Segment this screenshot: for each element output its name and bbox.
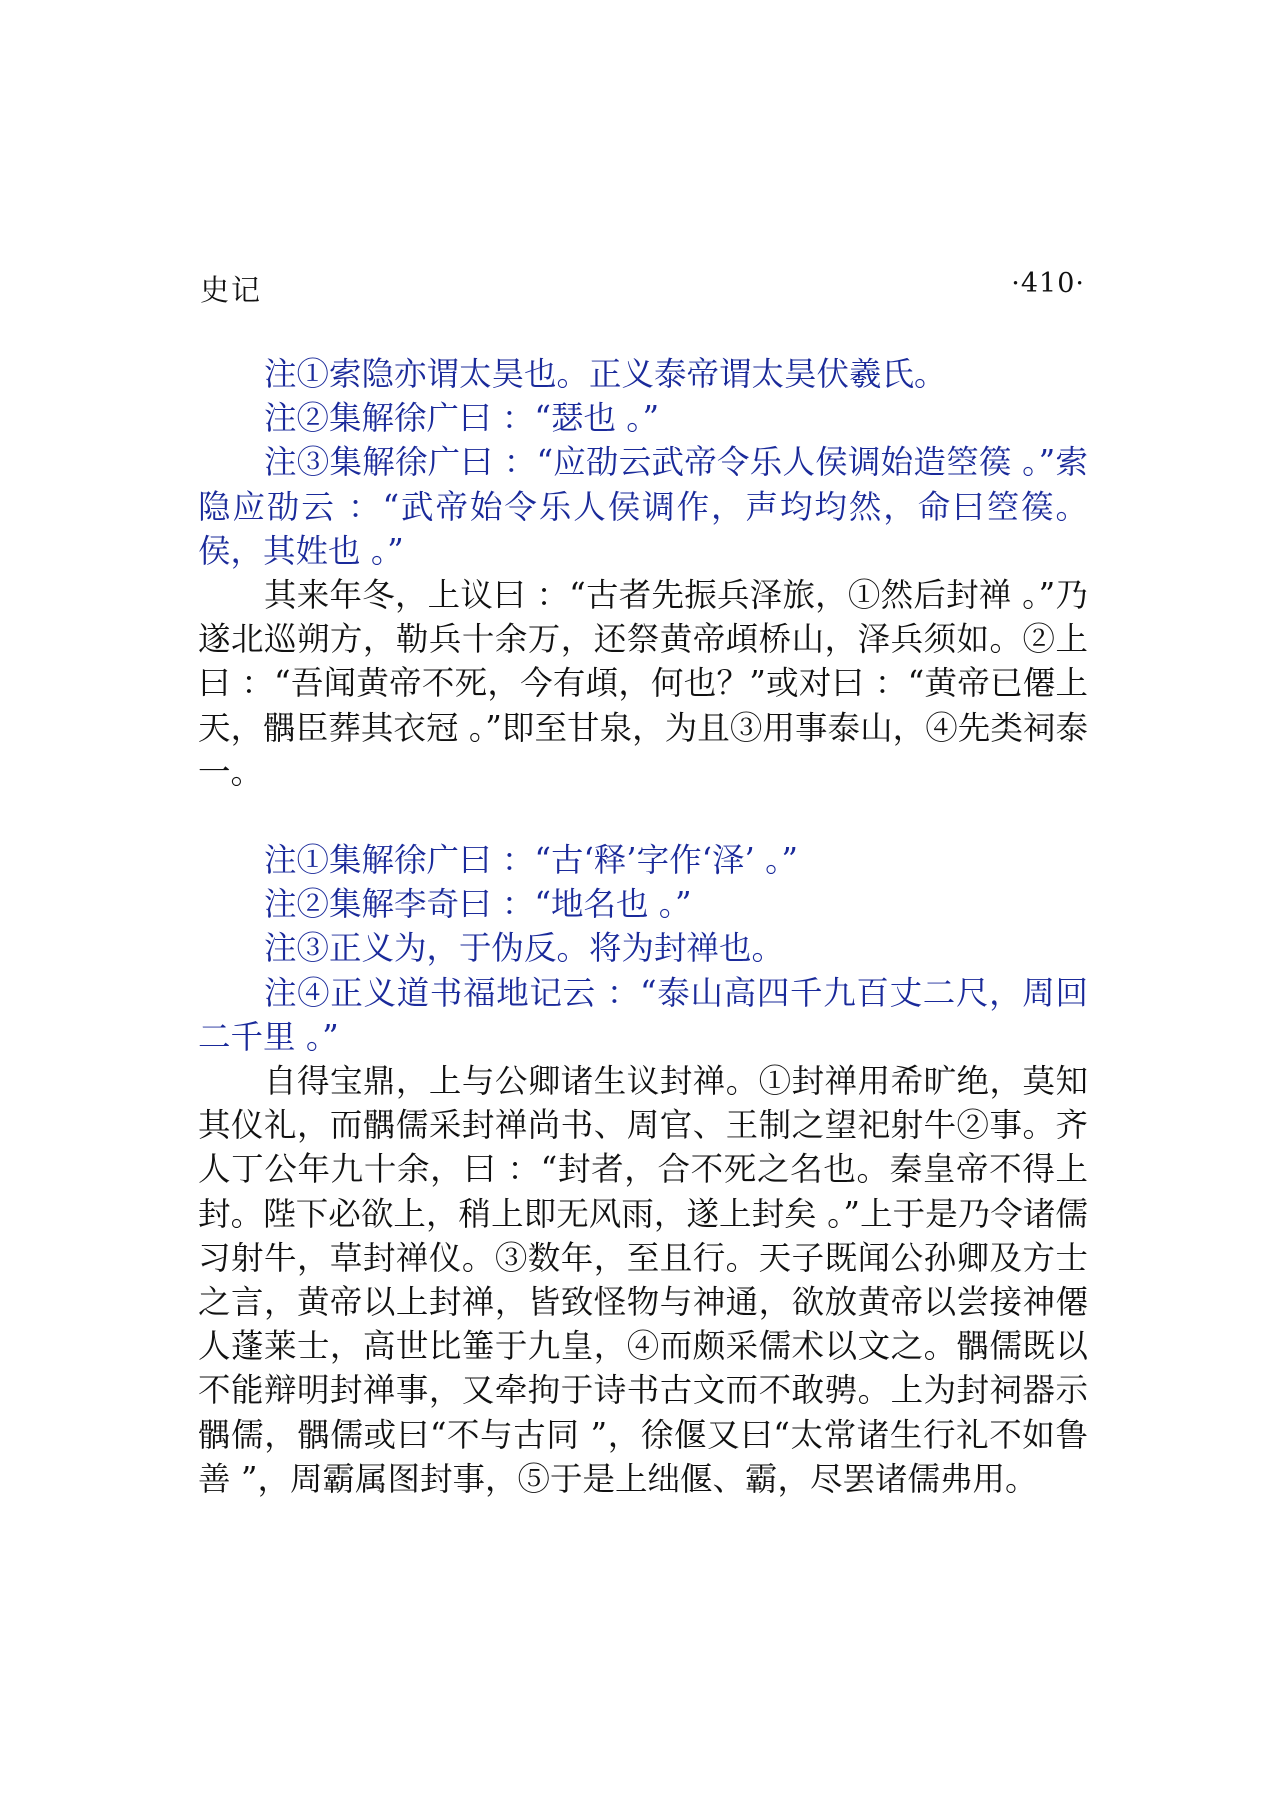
book-title: 史记 [200,273,263,307]
body-paragraph-1: 其来年冬，上议曰 ：“古者先振兵泽旅，①然后封禅 。”乃遂北巡朔方，勒兵十余万，还祭黄帝頉桥山，泽兵须如。②上曰 ：“吾闻黄帝不死，今有頉，何也？”或对曰 ：“黄帝已僊上天，髃臣葬其衣冠 。”即至甘泉，为且③用事泰山，④先类祠泰一。 [198,576,1088,791]
annotation-note-5: 注②集解李奇曰 ：“地名也 。” [264,885,692,924]
annotation-note-6: 注③正义为，于伪反。将为封禅也。 [264,929,785,968]
annotation-note-2: 注②集解徐广曰 ：“瑟也 。” [264,399,660,438]
annotation-note-1: 注①索隐亦谓太昊也。正义泰帝谓太昊伏羲氏。 [264,355,947,393]
page-header [200,268,1085,308]
annotation-note-7: 注④正义道书福地记云 ：“泰山高四千九百丈二尺，周回二千里 。” [198,973,1088,1056]
body-paragraph-2: 自得宝鼎，上与公卿诸生议封禅。①封禅用希旷绝，莫知其仪礼，而髃儒采封禅尚书、周官、王制之望祀射牛②事。齐人丁公年九十余，曰 ：“封者，合不死之名也。秦皇帝不得上封。陛下必欲上，稍上即无风雨，遂上封矣 。”上于是乃令诸儒习射牛，草封禅仪。③数年，至且行。天子既闻公孙卿及方士之言，黄帝以上封禅，皆致怪物与神通，欲放黄帝以尝接神僊人蓬莱士，高世比箠于九皇，④而颇采儒术以文之。髃儒既以不能辩明封禅事，又牵拘于诗书古文而不敢骋。上为封祠器示髃儒，髃儒或曰“不与古同 ”，徐偃又曰“太常诸生行礼不如鲁善 ”，周霸属图封事，⑤于是上绌偃、霸，尽罢诸儒弗用。 [198,1062,1088,1498]
paragraph-gap [198,794,1088,838]
annotation-note-3: 注③集解徐广曰 ：“应劭云武帝令乐人侯调始造箜篌 。”索隐应劭云 ：“武帝始令乐人侯调作，声均均然，命曰箜篌。侯，其姓也 。” [198,443,1088,570]
page-content [198,352,1088,1501]
page-number: ·410· [1011,268,1085,299]
annotation-note-4: 注①集解徐广曰 ：“古‘释’字作‘泽’ 。” [264,841,798,880]
